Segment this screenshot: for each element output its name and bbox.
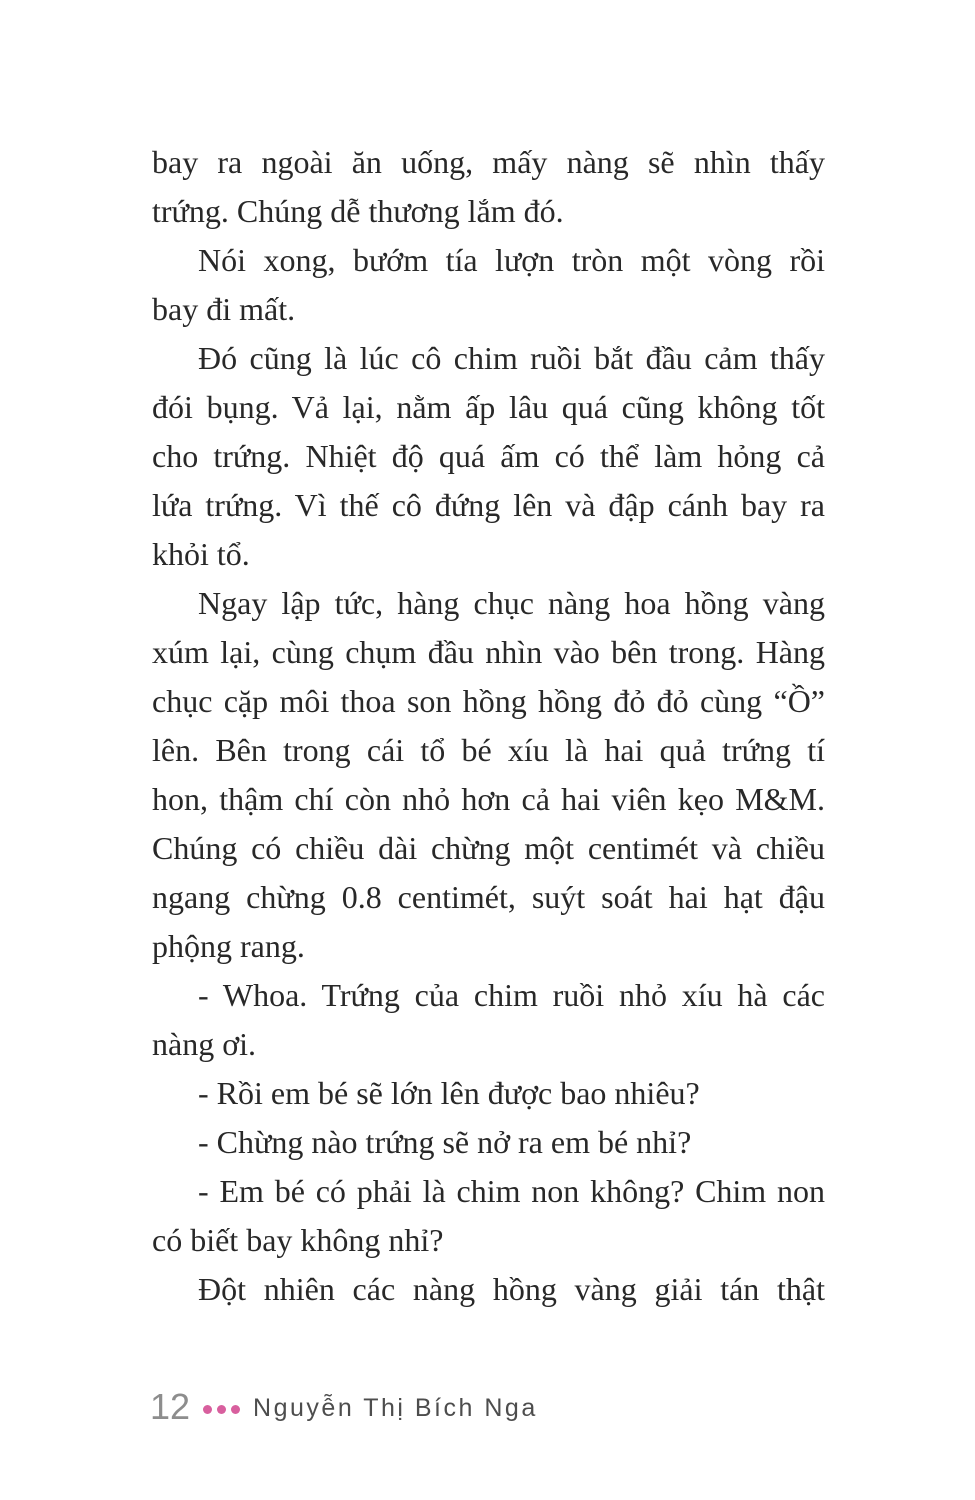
text-line: bay ra ngoài ăn uống, mấy nàng sẽ nhìn thấy xyxy=(152,144,825,180)
dot-icon xyxy=(203,1405,212,1414)
dot-icon xyxy=(231,1405,240,1414)
text-line: trứng. Chúng dễ thương lắm đó. xyxy=(152,193,564,229)
paragraph xyxy=(152,579,825,971)
text-line: - Chừng nào trứng sẽ nở ra em bé nhỉ? xyxy=(198,1124,692,1160)
paragraph xyxy=(152,1167,825,1265)
text-line: Đó cũng là lúc cô chim ruồi bắt đầu cảm thấy xyxy=(198,340,825,376)
separator-dots-icon xyxy=(203,1401,240,1414)
paragraph xyxy=(152,334,825,579)
text-line: lứa trứng. Vì thế cô đứng lên và đập cánh bay ra xyxy=(152,487,825,523)
text-line: chục cặp môi thoa son hồng hồng đỏ đỏ cùng “Ồ” xyxy=(152,683,825,719)
text-line: - Rồi em bé sẽ lớn lên được bao nhiêu? xyxy=(198,1075,700,1111)
text-line: - Em bé có phải là chim non không? Chim non xyxy=(198,1173,825,1209)
paragraph xyxy=(152,236,825,334)
text-line: ngang chừng 0.8 centimét, suýt soát hai hạt đậu xyxy=(152,879,825,915)
text-line: Đột nhiên các nàng hồng vàng giải tán thật xyxy=(198,1271,825,1307)
text-line: khỏi tổ. xyxy=(152,536,250,572)
dot-icon xyxy=(217,1405,226,1414)
text-line: nàng ơi. xyxy=(152,1026,257,1062)
paragraph xyxy=(152,971,825,1069)
text-line: có biết bay không nhỉ? xyxy=(152,1222,444,1258)
paragraph xyxy=(152,1265,825,1314)
text-line: phộng rang. xyxy=(152,928,305,964)
text-line: bay đi mất. xyxy=(152,291,296,327)
page-number: 12 xyxy=(150,1386,191,1427)
paragraph xyxy=(152,138,825,236)
text-line: đói bụng. Vả lại, nằm ấp lâu quá cũng không tốt xyxy=(152,389,825,425)
text-line: cho trứng. Nhiệt độ quá ấm có thể làm hỏng cả xyxy=(152,438,825,474)
text-line: Chúng có chiều dài chừng một centimét và chiều xyxy=(152,830,825,866)
text-line: - Whoa. Trứng của chim ruồi nhỏ xíu hà các xyxy=(198,977,825,1013)
paragraph xyxy=(152,1118,825,1167)
text-line: lên. Bên trong cái tổ bé xíu là hai quả trứng tí xyxy=(152,732,825,768)
body-text xyxy=(152,138,825,1314)
text-line: Ngay lập tức, hàng chục nàng hoa hồng vàng xyxy=(198,585,825,621)
page-footer xyxy=(150,1386,538,1428)
author-name: Nguyễn Thị Bích Nga xyxy=(253,1394,538,1422)
text-line: xúm lại, cùng chụm đầu nhìn vào bên trong. Hàng xyxy=(152,634,825,670)
text-line: hon, thậm chí còn nhỏ hơn cả hai viên kẹo M&M. xyxy=(152,781,825,817)
text-line: Nói xong, bướm tía lượn tròn một vòng rồi xyxy=(198,242,825,278)
paragraph xyxy=(152,1069,825,1118)
